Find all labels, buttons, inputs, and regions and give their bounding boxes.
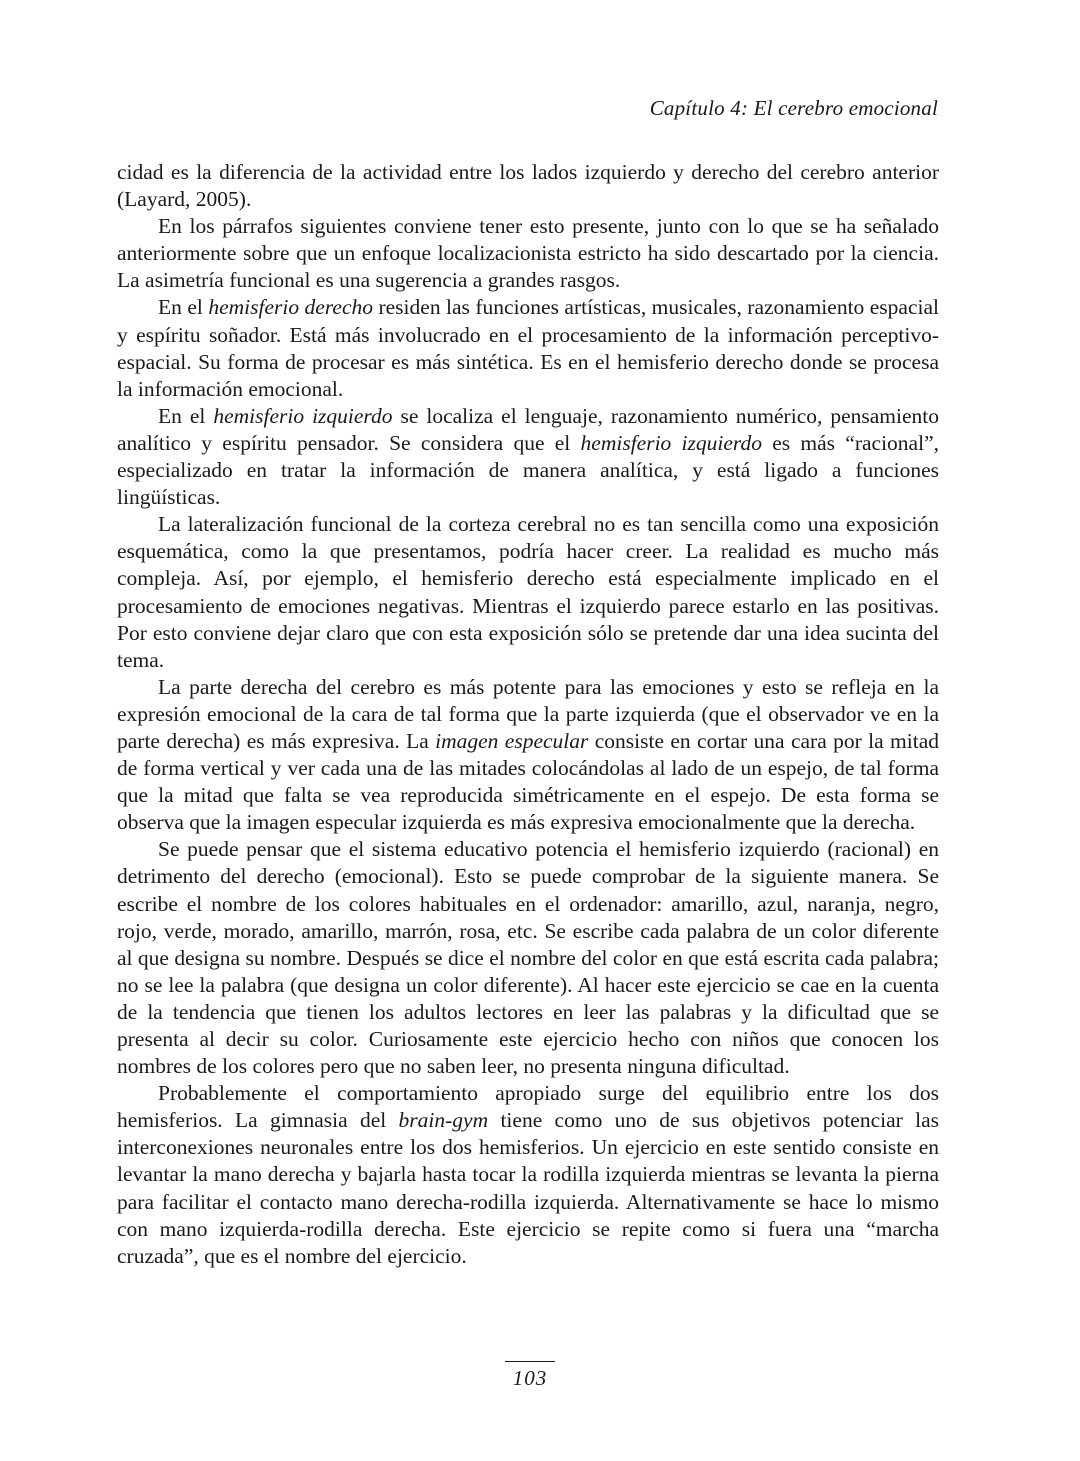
paragraph-4-rest: es más “racional”, especializado en tratar la información de manera analítica, y está ligado a funciones lingüísticas.: [117, 430, 939, 510]
paragraph-7: Se puede pensar que el sistema educativo potencia el hemisferio izquierdo (racional) en detrimento del derecho (emocional). Esto se puede comprobar de la siguiente manera. Se escribe el nombre de los colores habituales en el ordenador: amarillo, azul, naranja, negro, rojo, verde, morado, amarillo, marrón, rosa, etc. Se escribe cada palabra de un color diferente al que designa su nombre. Después se dice el nombre del color en que está escrita cada palabra; no se lee la palabra (que designa un color diferente). Al hacer este ejercicio se cae en la cuenta de la tendencia que tienen los adultos lectores en leer las palabras y la dificultad que se presenta al decir su color. Curiosamente este ejercicio hecho con niños que conocen los nombres de los colores pero que no saben leer, no presenta ninguna dificultad.: [117, 837, 939, 1079]
paragraph-3-rest: residen las funciones artísticas, musicales, razonamiento espacial y espíritu soñador. Está más involucrado en el procesamiento de la información perceptivo-espacial. Su forma de procesar es más sintética. Es en el hemisferio derecho donde se procesa la información emocional.: [117, 295, 939, 401]
term-brain-gym: brain-gym: [398, 1108, 489, 1133]
paragraph-8: [117, 1080, 939, 1270]
term-imagen-especular: imagen especular: [435, 728, 589, 753]
paragraph-3: [117, 294, 939, 402]
term-hemisferio-derecho: hemisferio derecho: [208, 295, 374, 320]
paragraph-4: [117, 403, 939, 511]
paragraph-1: cidad es la diferencia de la actividad entre los lados izquierdo y derecho del cerebro anterior (Layard, 2005).: [117, 160, 939, 212]
term-hemisferio-izquierdo-2: hemisferio izquierdo: [580, 430, 762, 455]
paragraph-4-middle: se localiza el lenguaje, razonamiento numérico, pensamiento analítico y espíritu pensador. Se considera que el: [117, 403, 939, 455]
folio-rule: [505, 1361, 555, 1362]
paragraph-4-start: En el: [158, 403, 214, 428]
page-number: 103: [512, 1366, 548, 1390]
running-head: Capítulo 4: El cerebro emocional: [649, 96, 938, 120]
paragraph-6-start: La parte derecha del cerebro es más potente para las emociones y esto se refleja en la expresión emocional de la cara de tal forma que la parte izquierda (que el observador ve en la parte derecha) es más expresiva. La: [117, 674, 939, 753]
term-hemisferio-izquierdo: hemisferio izquierdo: [213, 403, 393, 428]
page-body: [117, 159, 939, 1270]
paragraph-2: En los párrafos siguientes conviene tener esto presente, junto con lo que se ha señalado anteriormente sobre que un enfoque localizacionista estricto ha sido descartado por la ciencia. La asimetría funcional es una sugerencia a grandes rasgos.: [117, 214, 939, 293]
paragraph-8-rest: tiene como uno de sus objetivos potenciar las interconexiones neuronales entre los dos hemisferios. Un ejercicio en este sentido consiste en levantar la mano derecha y bajarla hasta tocar la rodilla izquierda mientras se levanta la pierna para facilitar el contacto mano derecha-rodilla izquierda. Alternativamente se hace lo mismo con mano izquierda-rodilla derecha. Este ejercicio se repite como si fuera una “marcha cruzada”, que es el nombre del ejercicio.: [117, 1108, 939, 1268]
paragraph-6-rest: consiste en cortar una cara por la mitad de forma vertical y ver cada una de las mitades colocándolas al lado de un espejo, de tal forma que la mitad que falta se vea reproducida simétricamente en el espejo. De esta forma se observa que la imagen especular izquierda es más expresiva emocionalmente que la derecha.: [117, 728, 939, 835]
page-footer: [0, 1361, 1060, 1391]
paragraph-6: [117, 674, 939, 837]
paragraph-8-start: Probablemente el comportamiento apropiado surge del equilibrio entre los dos hemisferios. La gimnasia del: [117, 1081, 939, 1133]
paragraph-5: La lateralización funcional de la corteza cerebral no es tan sencilla como una exposición esquemática, como la que presentamos, podría hacer creer. La realidad es mucho más compleja. Así, por ejemplo, el hemisferio derecho está especialmente implicado en el procesamiento de emociones negativas. Mientras el izquierdo parece estarlo en las positivas. Por esto conviene dejar claro que con esta exposición sólo se pretende dar una idea sucinta del tema.: [117, 512, 939, 672]
paragraph-3-start: En el: [158, 295, 209, 320]
